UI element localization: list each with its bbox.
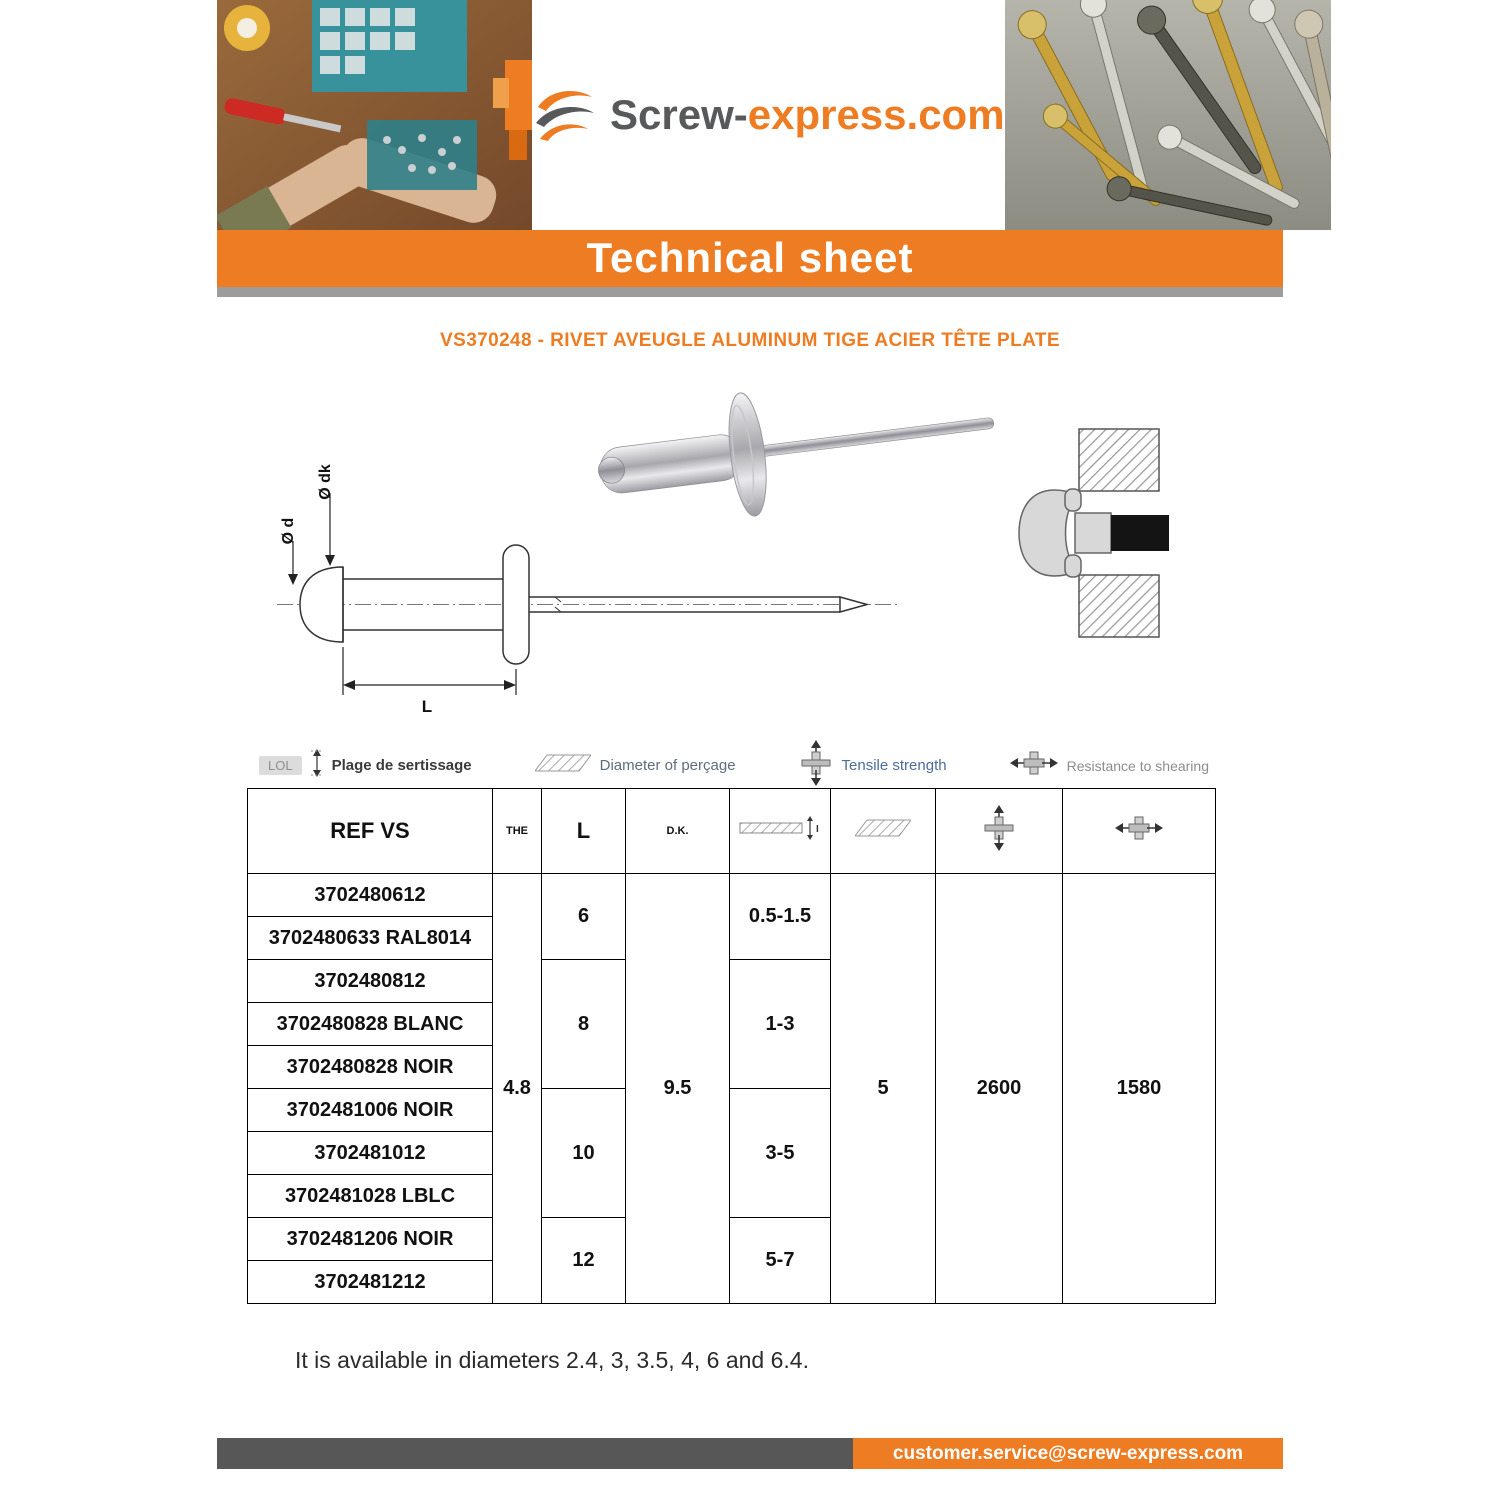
dim-dk-label: Ø dk xyxy=(317,464,334,500)
drill-value-cell: 5 xyxy=(831,874,936,1304)
tensile-value-cell: 2600 xyxy=(936,874,1063,1304)
l-value-cell: 12 xyxy=(542,1218,626,1304)
legend xyxy=(259,740,1209,791)
col-header-crimp-icon xyxy=(730,789,831,874)
lol-badge: LOL xyxy=(259,756,302,775)
spec-table xyxy=(247,788,1216,1304)
contact-email-link[interactable]: customer.service@screw-express.com xyxy=(892,1442,1244,1464)
legend-crimp-label: Plage de sertissage xyxy=(331,757,472,774)
shear-resistance-icon xyxy=(1010,750,1058,781)
ref-cell: 3702481012 xyxy=(248,1132,493,1175)
legend-crimp-range xyxy=(259,749,472,782)
legend-drill-label: Diameter of perçage xyxy=(599,757,736,774)
the-value-cell: 4.8 xyxy=(493,874,542,1304)
legend-tensile xyxy=(799,740,947,791)
ref-cell: 3702480812 xyxy=(248,960,493,1003)
height-arrow-icon xyxy=(311,749,323,782)
brand-name xyxy=(610,91,1005,139)
crimp-value-cell: 5-7 xyxy=(730,1218,831,1304)
table-row xyxy=(248,874,1216,917)
ref-cell: 3702481006 NOIR xyxy=(248,1089,493,1132)
gray-divider xyxy=(217,287,1283,297)
legend-drill-diameter xyxy=(535,754,736,777)
col-header-the: THE xyxy=(493,789,542,874)
ref-cell: 3702481212 xyxy=(248,1261,493,1304)
crimp-value-cell: 0.5-1.5 xyxy=(730,874,831,960)
ref-cell: 3702480828 NOIR xyxy=(248,1046,493,1089)
col-header-shear-icon xyxy=(1063,789,1216,874)
rivet-cross-section xyxy=(1017,427,1177,644)
ref-cell: 3702480612 xyxy=(248,874,493,917)
legend-shear-label: Resistance to shearing xyxy=(1066,757,1209,774)
availability-note: It is available in diameters 2.4, 3, 3.5, 4, 6 and 6.4. xyxy=(295,1347,809,1373)
logo-swoosh-icon xyxy=(532,85,598,146)
brand-name-orange: express.com xyxy=(747,91,1005,138)
legend-tensile-label: Tensile strength xyxy=(841,757,947,774)
l-value-cell: 6 xyxy=(542,874,626,960)
dk-value-cell: 9.5 xyxy=(626,874,730,1304)
col-header-drill-icon xyxy=(831,789,936,874)
header xyxy=(217,0,1283,230)
spec-table-wrap xyxy=(247,788,1216,1304)
footer xyxy=(217,1438,1283,1469)
footer-contact-strip xyxy=(853,1438,1283,1469)
drill-diameter-icon xyxy=(535,754,591,777)
dim-dk xyxy=(317,464,335,566)
dim-l xyxy=(343,647,516,716)
crimp-value-cell: 3-5 xyxy=(730,1089,831,1218)
ref-cell: 3702480828 BLANC xyxy=(248,1003,493,1046)
l-value-cell: 10 xyxy=(542,1089,626,1218)
l-value-cell: 8 xyxy=(542,960,626,1089)
logo xyxy=(532,0,1005,230)
shear-value-cell: 1580 xyxy=(1063,874,1216,1304)
crimp-value-cell: 1-3 xyxy=(730,960,831,1089)
svg-text:I: I xyxy=(816,824,819,835)
dim-l-label: L xyxy=(421,697,433,716)
col-header-dk: D.K. xyxy=(626,789,730,874)
tensile-strength-icon xyxy=(799,740,833,791)
banner-title: Technical sheet xyxy=(217,230,1283,287)
legend-shear xyxy=(1010,750,1209,781)
table-header-row xyxy=(248,789,1216,874)
rivet-technical-drawing xyxy=(255,427,905,732)
dim-d xyxy=(280,518,298,585)
brand-name-dark: Screw- xyxy=(610,91,748,138)
figures xyxy=(217,372,1283,740)
dim-d-label: Ø d xyxy=(280,517,297,545)
col-header-l: L xyxy=(542,789,626,874)
col-header-tensile-icon xyxy=(936,789,1063,874)
ref-cell: 3702480633 RAL8014 xyxy=(248,917,493,960)
screws-photo xyxy=(1005,0,1331,230)
ref-cell: 3702481206 NOIR xyxy=(248,1218,493,1261)
product-title: VS370248 - RIVET AVEUGLE ALUMINUM TIGE ACIER TÊTE PLATE xyxy=(440,330,1060,351)
workbench-photo xyxy=(217,0,532,230)
ref-cell: 3702481028 LBLC xyxy=(248,1175,493,1218)
col-header-ref: REF VS xyxy=(248,789,493,874)
